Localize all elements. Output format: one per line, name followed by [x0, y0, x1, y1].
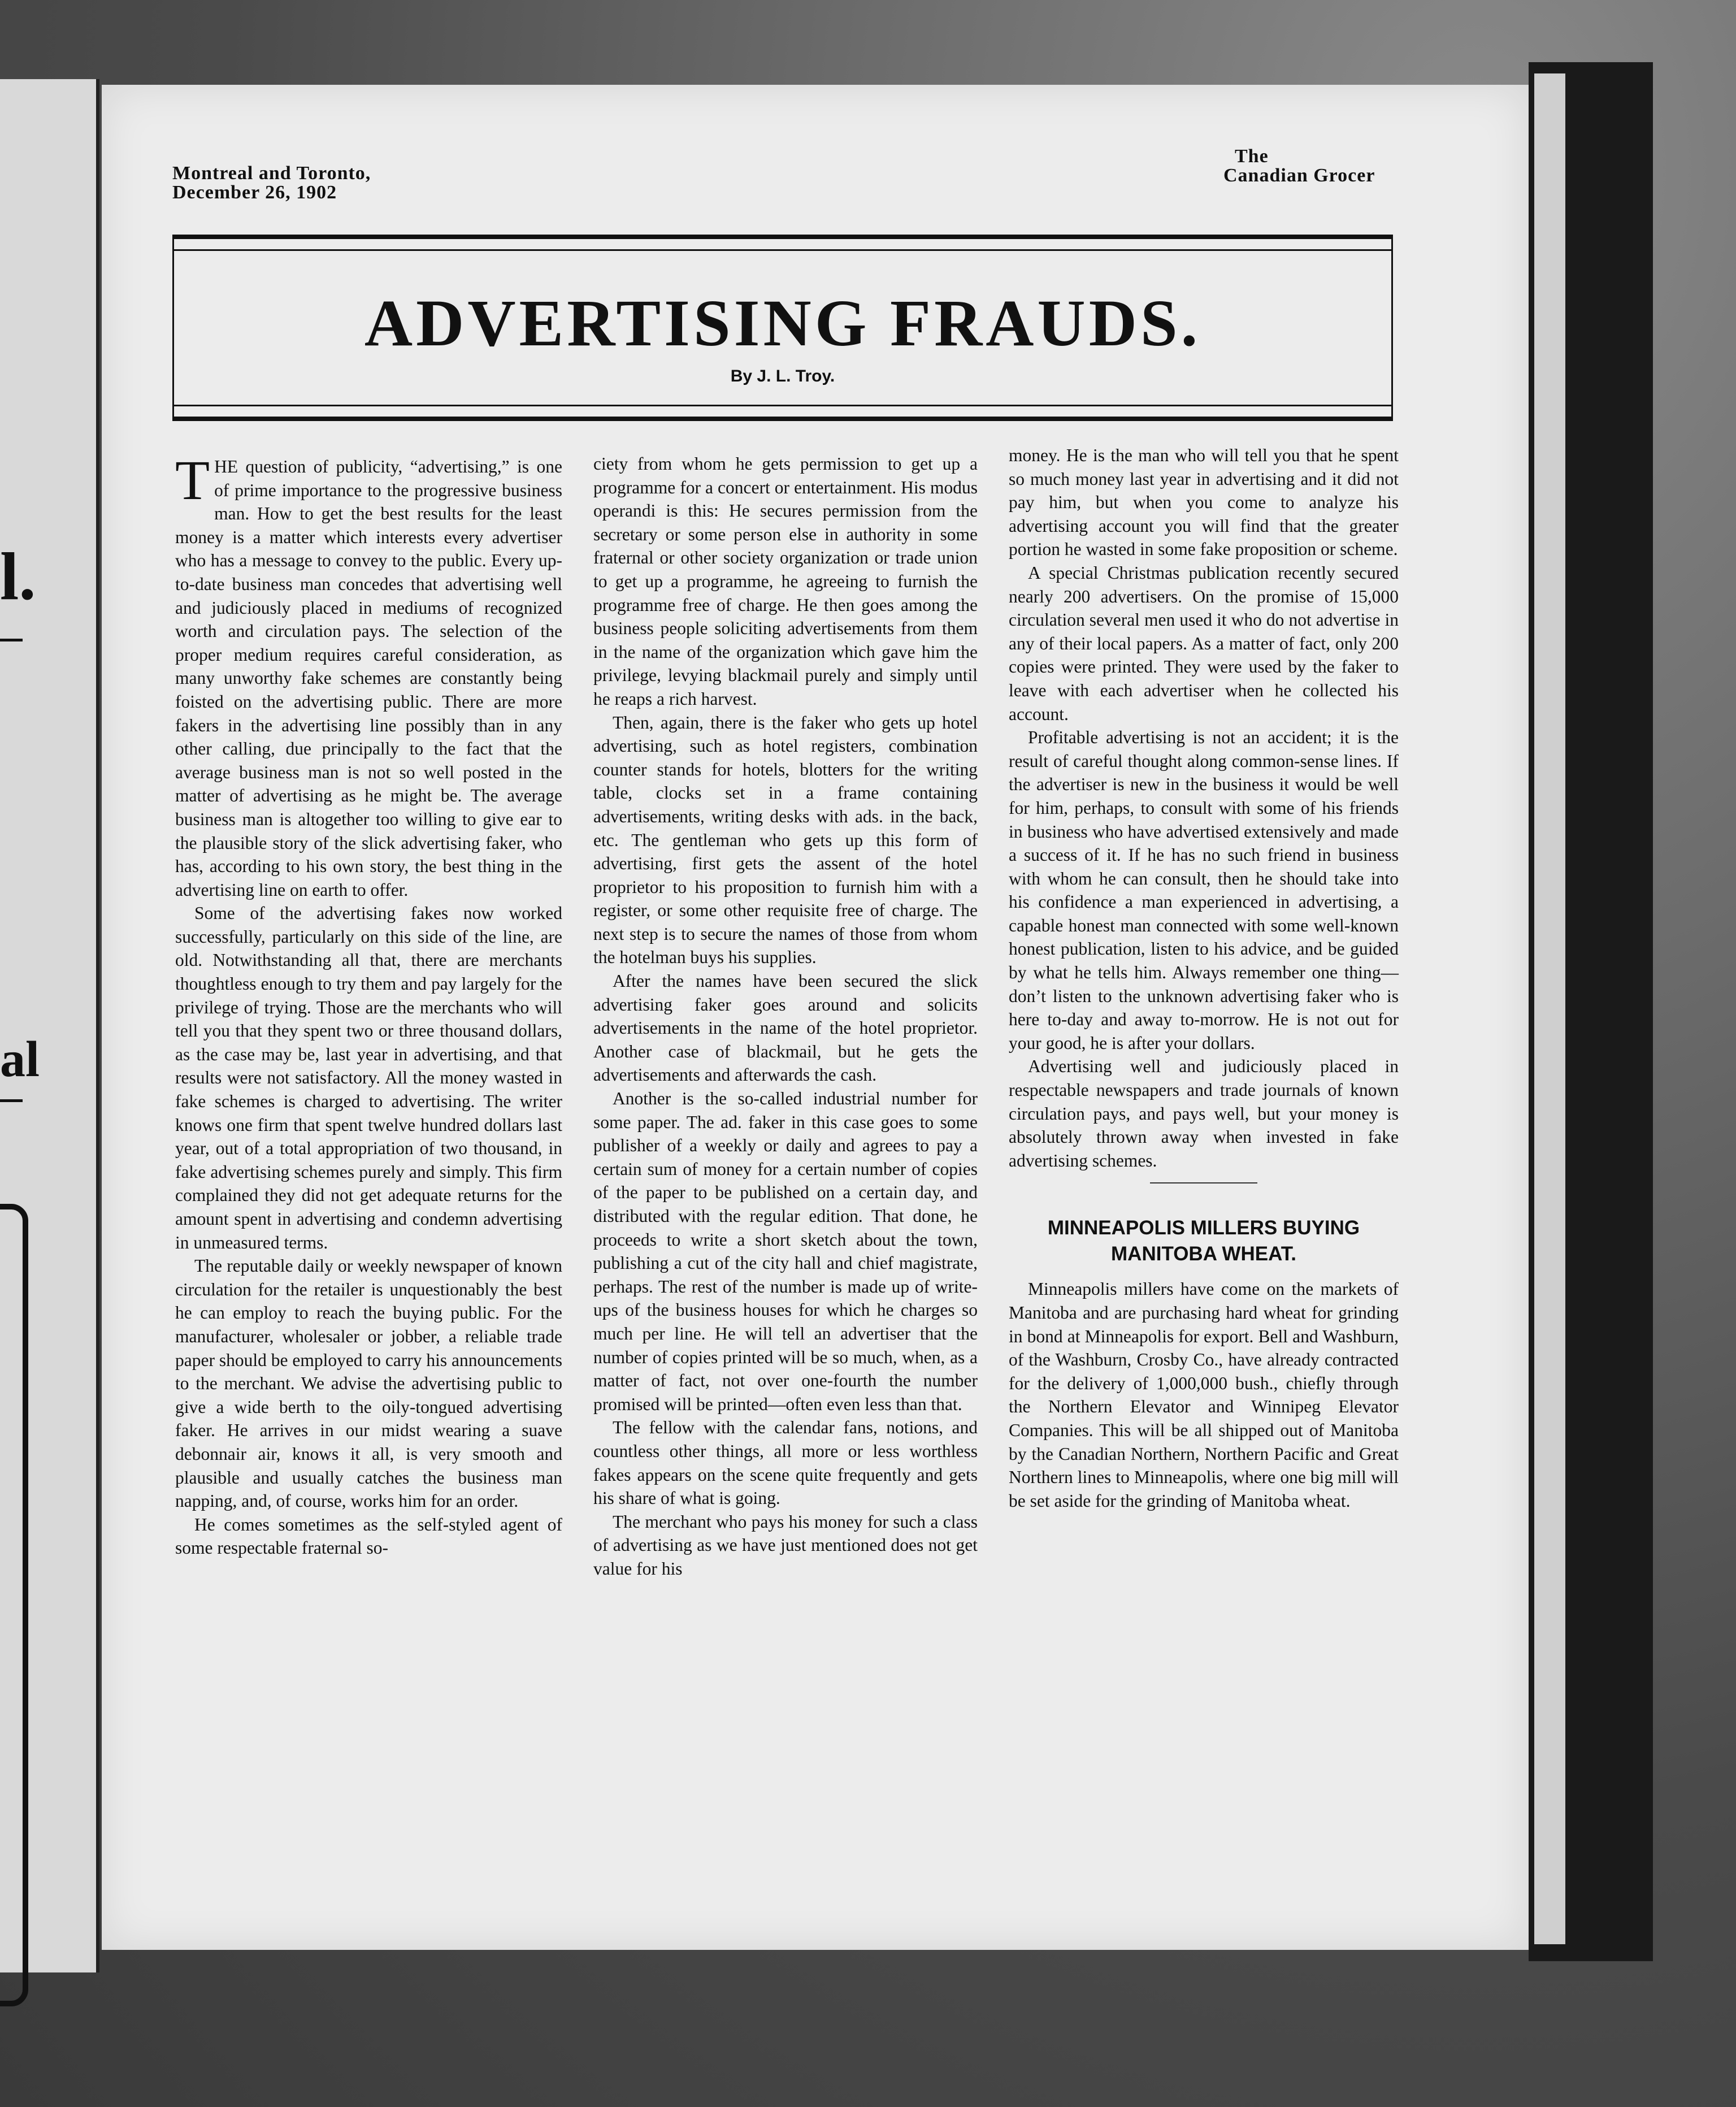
page-header-right [1223, 147, 1375, 185]
article-column-3 [1009, 444, 1399, 1512]
article-column-1 [175, 449, 562, 1560]
title-rule [174, 405, 1391, 406]
article-paragraph: The reputable daily or weekly newspaper of known circulation for the retailer is unquestionably the best he can employ to reach the buying public. For the manufacturer, wholesaler or jobber, a reliable trade paper should be employed to carry his announcements to the merchant. We advise the advertising public to give a wide berth to the oily-tongued advertising faker. He arrives in our midst wearing a suave debonnair air, knows it all, is very smooth and plausible and usually catches the business man napping, and, of course, works him for an order. [175, 1256, 562, 1511]
article-paragraph: ciety from whom he gets permission to get up a programme for a concert or entertainment. His modus operandi is this: He secures permission from the secretary or some person else in authority in some fraternal or other society organization or trade union to get up a programme, he agreeing to furnish the programme free of charge. He then goes among the business people soliciting advertisements from them in the name of the organization which gave him the privilege, levying blackmail purely and simply until he reaps a rich harvest. [593, 454, 978, 709]
article-paragraph: Some of the advertising fakes now worked successfully, particularly on this side of the line, are old. Notwithstanding all that, there are merchants thoughtless enough to try them and pay largely for the privilege of trying. Those are the merchants who will tell you that they spent two or three thousand dollars, as the case may be, last year in advertising, and that results were not satisfactory. All the money wasted in fake schemes is charged to advertising. The writer knows one firm that spent twelve hundred dollars last year, out of a total appropriation of two thousand, in fake advertising schemes purely and simply. This firm complained they did not get adequate returns for the amount spent in advertising and condemn advertising in unmeasured terms. [175, 903, 562, 1252]
title-rule [174, 249, 1391, 251]
page-header-left [172, 164, 371, 202]
header-place: Montreal and Toronto, [172, 163, 371, 184]
facing-page-frame [0, 1204, 28, 2006]
binding-edge [1529, 62, 1653, 1961]
facing-page-fragment: al [0, 1031, 40, 1087]
header-publication-name: Canadian Grocer [1223, 165, 1375, 186]
facing-page-rule [0, 1099, 23, 1102]
article-paragraph: After the names have been secured the slick advertising faker goes around and solicits advertisements in the name of the hotel proprietor. Another case of blackmail, but he gets the advertisements and afterwards the cash. [593, 971, 978, 1085]
header-date: December 26, 1902 [172, 182, 337, 203]
article-paragraph: A special Christmas publication recently secured nearly 200 advertisers. On the promise of 15,000 circulation several men used it who do not advertise in any of their local papers. As a matter of fact, only 200 copies were printed. They were used by the faker to leave with each advertiser when he collected his account. [1009, 562, 1399, 724]
article-paragraph: money. He is the man who will tell you that he spent so much money last year in advertising and it did not pay him, but when you come to analyze his advertising account you will find that the greater portion he wasted in some fake proposition or scheme. [1009, 445, 1399, 560]
article-paragraph: He comes sometimes as the self-styled agent of some respectable fraternal so- [175, 1514, 562, 1558]
column-separator-rule [1150, 1182, 1257, 1183]
article-paragraph: The merchant who pays his money for such a class of advertising as we have just mentioned does not get value for his [593, 1511, 978, 1579]
facing-page-edge [0, 79, 99, 1972]
article-paragraph: Profitable advertising is not an accident; it is the result of careful thought along common-sense lines. If the advertiser is new in the business it would be well for him, perhaps, to consult with some of his friends in business who have advertised extensively and made a success of it. If he has no such friend in business with whom he can consult, then he should take into his confidence a man experienced in advertising, a capable honest man connected with some well-known honest publication, listen to his advice, and be guided by what he tells him. Always remember one thing—don’t listen to the unknown advertising faker who is here to-day and away to-morrow. He is not out for your good, he is after your dollars. [1009, 727, 1399, 1053]
title-box [172, 235, 1393, 421]
newspaper-page [102, 85, 1529, 1950]
article-paragraph: The fellow with the calendar fans, notions, and countless other things, all more or less worthless fakes appears on the scene quite frequently and gets his share of what is going. [593, 1417, 978, 1508]
article-paragraph: Advertising well and judiciously placed in respectable newspapers and trade journals of known circulation pays, and pays well, but your money is absolutely thrown away when invested in fake advertising schemes. [1009, 1056, 1399, 1170]
article-paragraph [175, 449, 562, 901]
facing-page-fragment: l. [0, 539, 36, 614]
news-headline [1009, 1215, 1399, 1267]
article-column-2 [593, 452, 978, 1581]
facing-page-rule [0, 639, 23, 641]
article-paragraph: Another is the so-called industrial number for some paper. The ad. faker in this case goes to some publisher of a weekly or daily and agrees to pay a certain sum of money for a certain number of copies of the paper to be published on a certain day, and distributed with the regular edition. That done, he proceeds to write a short sketch about the town, publishing a cut of the city hall and chief magistrate, perhaps. The rest of the number is made up of write-ups of the business houses for which he charges so much per line. He will tell an advertiser that the number of copies printed will be so much, when, as a matter of fact, not over one-fourth the number promised will be printed—often even less than that. [593, 1089, 978, 1414]
header-publication-the: The [1235, 146, 1269, 167]
article-paragraph: Then, again, there is the faker who gets up hotel advertising, such as hotel registers, combination counter stands for hotels, blotters for the writing table, clocks set in a frame containing advertisements, writing desks with ads. in the back, etc. The gentleman who gets up this form of advertising, first gets the assent of the hotel proprietor to his proposition to furnish him with a register, or some other requisite free of charge. The next step is to secure the names of those from whom the hotelman buys his supplies. [593, 712, 978, 968]
article-byline: By J. L. Troy. [730, 367, 835, 385]
news-headline-line: MANITOBA WHEAT. [1111, 1243, 1296, 1265]
drop-cap: T [175, 449, 210, 511]
news-headline-line: MINNEAPOLIS MILLERS BUYING [1047, 1217, 1360, 1239]
news-body: Minneapolis millers have come on the markets of Manitoba and are purchasing hard wheat for grinding in bond at Minneapolis for export. Bell and Washburn, of the Washburn, Crosby Co., have already contracted for the delivery of 1,000,000 bush., chiefly through the Northern Elevator and Winnipeg Elevator Companies. This will be all shipped out of Manitoba by the Canadian Northern, Northern Pacific and Great Northern lines to Minneapolis, where one big mill will be set aside for the grinding of Manitoba wheat. [1009, 1279, 1399, 1511]
page-edge-strip [1534, 73, 1565, 1944]
first-paragraph-text: HE question of publicity, “advertising,” is one of prime importance to the progressive business man. How to get the best results for the least money is a matter which interests every advertiser who has a message to convey to the public. Every up-to-date business man concedes that advertising well and judiciously placed in mediums of recognized worth and circulation pays. The selection of the proper medium requires careful consideration, as many unworthy fake schemes are constantly being foisted on the advertising public. There are more fakers in the advertising line possibly than in any other calling, due principally to the fact that the average business man is not so well posted in the matter of advertising as he might be. The average business man is altogether too willing to give ear to the plausible story of the slick advertising faker, who has, according to his own story, the best thing in the advertising line on earth to offer. [175, 457, 562, 900]
article-title: ADVERTISING FRAUDS. [364, 286, 1201, 360]
